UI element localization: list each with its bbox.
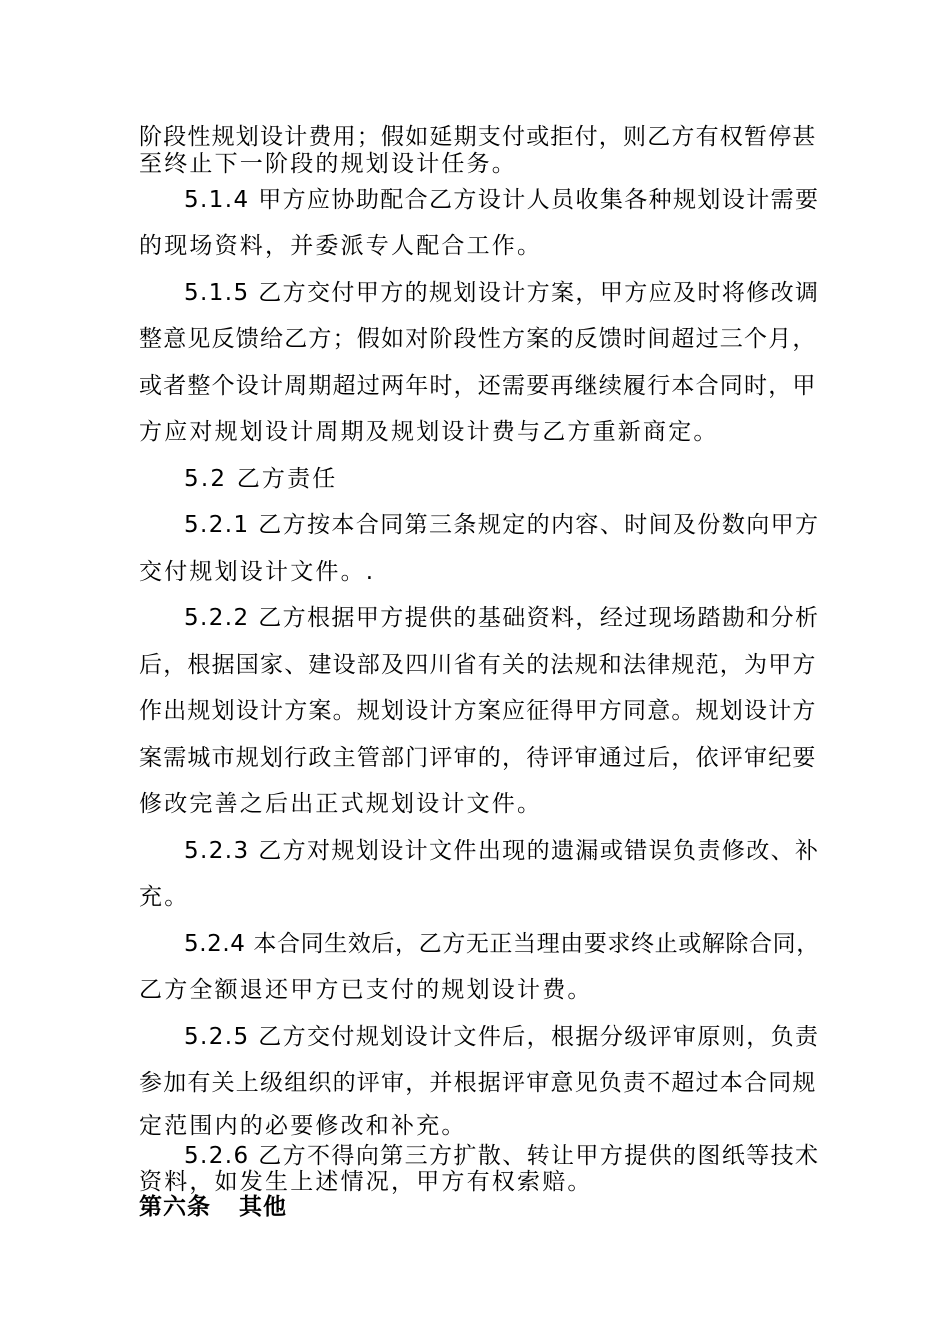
clause-5-2-6-line: 资料，如发生上述情况，甲方有权索赔。 (139, 1169, 593, 1195)
clause-5-1-5-line: 方应对规划设计周期及规划设计费与乙方重新商定。 (139, 419, 719, 445)
clause-5-2-2-line: 修改完善之后出正式规划设计文件。 (139, 791, 543, 817)
clause-5-2-5-line: 5.2.5 乙方交付规划设计文件后，根据分级评审原则，负责 (184, 1024, 820, 1050)
clause-5-1-5-line: 5.1.5 乙方交付甲方的规划设计方案，甲方应及时将修改调 (184, 280, 820, 306)
paragraph-line: 阶段性规划设计费用；假如延期支付或拒付，则乙方有权暂停甚 (139, 124, 817, 150)
clause-5-2-5-line: 定范围内的必要修改和补充。 (139, 1113, 467, 1139)
clause-5-1-5-line: 整意见反馈给乙方；假如对阶段性方案的反馈时间超过三个月， (139, 326, 817, 352)
clause-5-2-6-line: 5.2.6 乙方不得向第三方扩散、转让甲方提供的图纸等技术 (184, 1143, 820, 1169)
article-number: 第六条 (139, 1194, 211, 1220)
clause-5-2-2-line: 作出规划设计方案。规划设计方案应征得甲方同意。规划设计方 (139, 698, 817, 724)
clause-5-2-4-line: 5.2.4 本合同生效后，乙方无正当理由要求终止或解除合同， (184, 931, 820, 957)
clause-5-2-5-line: 参加有关上级组织的评审，并根据评审意见负责不超过本合同规 (139, 1070, 817, 1096)
clause-5-2-4-line: 乙方全额退还甲方已支付的规划设计费。 (139, 977, 593, 1003)
clause-5-2-1-line: 交付规划设计文件。. (139, 559, 376, 585)
article-title: 其他 (239, 1194, 287, 1220)
clause-5-1-4-line: 5.1.4 甲方应协助配合乙方设计人员收集各种规划设计需要 (184, 187, 820, 213)
clause-5-2-2-line: 5.2.2 乙方根据甲方提供的基础资料，经过现场踏勘和分析 (184, 605, 820, 631)
clause-5-1-4-line: 的现场资料，并委派专人配合工作。 (139, 233, 543, 259)
clause-5-2-2-line: 案需城市规划行政主管部门评审的，待评审通过后，依评审纪要 (139, 745, 817, 771)
article-heading (139, 1193, 287, 1221)
clause-5-1-5-line: 或者整个设计周期超过两年时，还需要再继续履行本合同时，甲 (139, 373, 817, 399)
paragraph-line: 至终止下一阶段的规划设计任务。 (139, 151, 517, 177)
clause-5-2-2-line: 后，根据国家、建设部及四川省有关的法规和法律规范，为甲方 (139, 652, 817, 678)
section-5-2-title: 5.2 乙方责任 (184, 466, 338, 492)
clause-5-2-3-line: 充。 (139, 884, 190, 910)
clause-5-2-3-line: 5.2.3 乙方对规划设计文件出现的遗漏或错误负责修改、补 (184, 838, 820, 864)
clause-5-2-1-line: 5.2.1 乙方按本合同第三条规定的内容、时间及份数向甲方 (184, 512, 820, 538)
